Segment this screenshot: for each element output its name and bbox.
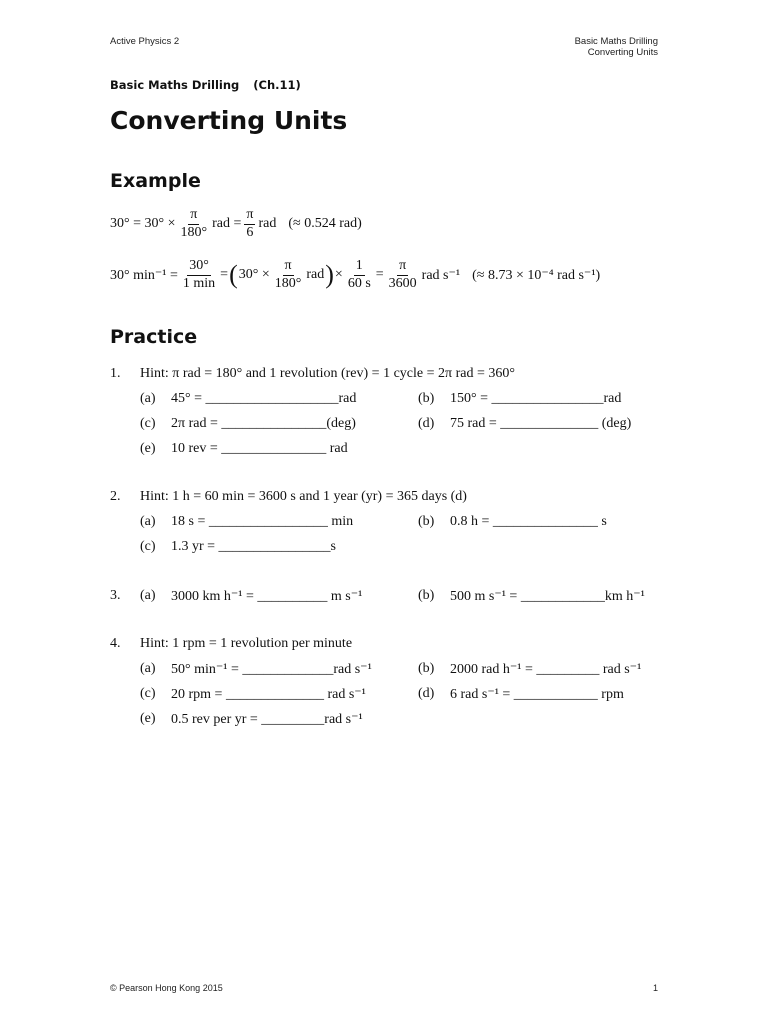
eq2-fraction-3 — [346, 259, 373, 291]
eq1-f2-numerator: π — [244, 208, 255, 225]
eq2-fraction-4 — [387, 259, 419, 291]
eq2-equals: = — [220, 267, 229, 283]
q4d-label: (d) — [418, 686, 435, 701]
header-book-title: Active Physics 2 — [110, 36, 180, 47]
page-number: 1 — [652, 983, 658, 993]
q2c-label: (c) — [140, 539, 156, 554]
eq2-f2-denominator: 180° — [274, 275, 302, 291]
q2a-label: (a) — [140, 514, 156, 529]
eq1-f1-denominator: 180° — [180, 224, 208, 240]
q3a-label: (a) — [140, 588, 156, 603]
page-title: Converting Units — [110, 106, 348, 135]
example-equation-1 — [110, 208, 362, 240]
q4e-label: (e) — [140, 711, 156, 726]
eq2-approx: (≈ 8.73 × 10⁻⁴ rad s⁻¹) — [472, 267, 601, 283]
eq2-times: × — [334, 267, 343, 283]
q3b-label: (b) — [418, 588, 435, 603]
example-equation-2 — [110, 259, 600, 291]
eq1-f2-denominator: 6 — [246, 224, 254, 240]
eq2-f3-denominator: 60 s — [347, 275, 371, 291]
q4a-question: 50° min⁻¹ = _____________rad s⁻¹ — [171, 662, 372, 677]
q4e-question: 0.5 rev per yr = _________rad s⁻¹ — [171, 712, 363, 727]
header-section-line1: Basic Maths Drilling — [574, 36, 658, 47]
q4-number: 4. — [110, 636, 121, 651]
q4a-label: (a) — [140, 661, 156, 676]
q4-hint: Hint: 1 rpm = 1 revolution per minute — [140, 636, 353, 651]
q1b-question: 150° = ________________rad — [450, 391, 622, 406]
eq2-f3-numerator: 1 — [354, 259, 365, 276]
eq2-f2-numerator: π — [283, 259, 294, 276]
q1a-label: (a) — [140, 391, 156, 406]
chapter-label: (Ch.11) — [253, 78, 301, 92]
eq1-tail: rad — [258, 216, 277, 232]
q1-hint: Hint: π rad = 180° and 1 revolution (rev) = 1 cycle = 2π rad = 360° — [140, 366, 515, 381]
q2b-question: 0.8 h = _______________ s — [450, 514, 607, 529]
example-heading: Example — [110, 170, 201, 192]
q1c-question: 2π rad = _______________(deg) — [171, 416, 356, 431]
q2c-question: 1.3 yr = ________________s — [171, 539, 337, 554]
eq2-close-paren: ) — [325, 260, 334, 290]
header-section-line2: Converting Units — [587, 47, 658, 58]
q1a-question: 45° = ___________________rad — [171, 391, 357, 406]
eq2-open-paren: ( — [229, 260, 238, 290]
eq1-mid: rad = — [212, 216, 242, 232]
eq2-inner: 30° × — [238, 267, 270, 283]
q1-number: 1. — [110, 366, 121, 381]
eq2-f4-numerator: π — [397, 259, 408, 276]
q3b-question: 500 m s⁻¹ = ____________km h⁻¹ — [450, 589, 645, 604]
q4b-question: 2000 rad h⁻¹ = _________ rad s⁻¹ — [450, 662, 642, 677]
eq1-approx: (≈ 0.524 rad) — [288, 216, 362, 232]
q4c-label: (c) — [140, 686, 156, 701]
eq2-fraction-2 — [273, 259, 304, 291]
eq2-inner-tail: rad — [306, 267, 325, 283]
eq2-fraction-1 — [181, 259, 217, 291]
header-section — [575, 36, 658, 58]
q1d-label: (d) — [418, 416, 435, 431]
eq2-f1-denominator: 1 min — [182, 275, 216, 291]
q2b-label: (b) — [418, 514, 435, 529]
eq2-f1-numerator: 30° — [187, 259, 211, 276]
eq1-fraction-1 — [179, 208, 210, 240]
q1b-label: (b) — [418, 391, 435, 406]
q4c-question: 20 rpm = ______________ rad s⁻¹ — [171, 687, 366, 702]
eq2-lhs: 30° min⁻¹ = — [110, 267, 178, 283]
q2-number: 2. — [110, 489, 121, 504]
q1e-label: (e) — [140, 441, 156, 456]
q4b-label: (b) — [418, 661, 435, 676]
q3a-question: 3000 km h⁻¹ = __________ m s⁻¹ — [171, 589, 363, 604]
q2a-question: 18 s = _________________ min — [171, 514, 354, 529]
eq1-lhs: 30° = 30° × — [110, 216, 176, 232]
eq2-f4-denominator: 3600 — [388, 275, 417, 291]
q1d-question: 75 rad = ______________ (deg) — [450, 416, 632, 431]
footer-copyright: © Pearson Hong Kong 2015 — [110, 983, 223, 993]
q2-hint: Hint: 1 h = 60 min = 3600 s and 1 year (yr) = 365 days (d) — [140, 489, 467, 504]
worksheet-subtitle — [110, 78, 301, 92]
subtitle-text: Basic Maths Drilling — [110, 78, 240, 92]
eq1-fraction-2 — [244, 208, 255, 240]
eq2-equals-2: = — [375, 267, 384, 283]
eq1-f1-numerator: π — [188, 208, 199, 225]
q4d-question: 6 rad s⁻¹ = ____________ rpm — [450, 687, 624, 702]
q1c-label: (c) — [140, 416, 156, 431]
practice-heading: Practice — [110, 326, 198, 348]
q1e-question: 10 rev = _______________ rad — [171, 441, 348, 456]
eq2-tail: rad s⁻¹ — [421, 267, 461, 283]
q3-number: 3. — [110, 588, 121, 603]
